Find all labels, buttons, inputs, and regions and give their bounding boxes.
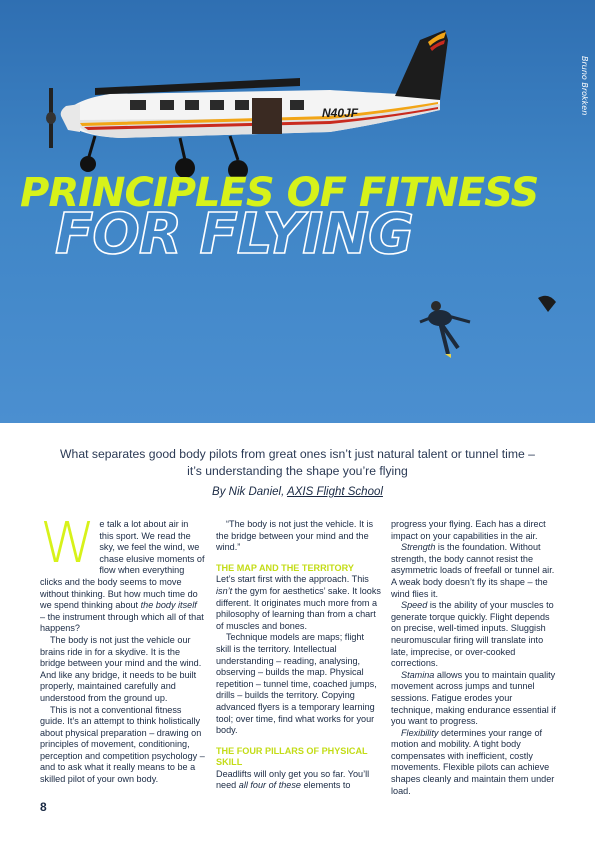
pillar-flexibility [391,728,556,798]
paragraph-6-start: Deadlifts will only get you so far. You’ll need [216,768,370,791]
photo-credit: Bruno Brokken [580,56,589,116]
page-number: 8 [40,800,47,814]
article-column-1 [40,511,205,786]
paragraph-2: The body is not just the vehicle our brains ride in for a skydive. It is the bridge between your mind and the wind. And like any bridge, it needs to be built properly, maintained carefully and understood from the ground up. [40,634,202,703]
subhead-four-pillars: THE FOUR PILLARS OF PHYSICAL SKILL [216,745,368,768]
standfirst: What separates good body pilots from great ones isn’t just natural talent or tunnel time – it’s understanding the shape you’re flying [60,447,535,478]
paragraph-6 [216,769,381,792]
pull-quote: “The body is not just the vehicle. It is the bridge between your mind and the wind.” [216,519,374,553]
paragraph-6-emphasis: all four of these [238,780,301,791]
speed-term: Speed [401,600,428,611]
pillar-strength [391,542,556,600]
paragraph-1-emphasis: the body itself [140,600,197,611]
tail-number: N40JF [322,106,359,120]
paragraph-4 [216,574,381,632]
pillar-stamina [391,670,556,728]
strength-text: is the foundation. Without strength, the body cannot resist the asymmetric loads of freefall or tunnel air. A weak body doesn’t fly its shape – the wind flies it. [391,542,555,599]
paragraph-3: This is not a conventional fitness guide. It’s an attempt to think holistically about physical preparation – drawing on principles of movement, conditioning, perception and competition psychology – and to ask what it really means to be a skilled pilot of your own body. [40,704,205,785]
byline-author: By Nik Daniel, [212,486,285,498]
paragraph-4-start: Let’s start first with the approach. This [216,574,369,585]
flexibility-text: determines your range of motion and mobility. A tight body compensates with inefficient, costly movements. Flexible pilots can achieve shapes cleanly and maintain them under load. [391,727,555,796]
paragraph-6-end: elements to [303,780,351,791]
paragraph-7: progress your flying. Each has a direct impact on your capabilities in the air. [391,519,546,541]
paragraph-5: Technique models are maps; flight skill is the territory. Intellectual understanding – reading, analysing, observing – builds the map. Physical repetition – tunnel time, coached jumps, drills – builds the territory. Copying advanced flyers is a temporary learning tool; over time, find what works for your body. [216,632,377,736]
title-line-2: FOR FLYING [55,202,413,267]
byline [0,486,595,498]
pillar-speed [391,600,556,670]
paragraph-1-end: – the instrument through which all of that happens? [40,611,204,634]
byline-organisation-link[interactable]: AXIS Flight School [287,486,383,498]
paragraph-4-emphasis: isn’t [216,585,233,596]
drop-cap: W [40,511,96,576]
article-column-3 [391,519,556,797]
speed-text: is the ability of your muscles to generate torque quickly. Flight depends on precise, well-timed inputs. Sluggish neuromuscular firing will translate into late, imprecise, or over-cooked corrections. [391,600,554,669]
article-column-2 [216,519,381,792]
flexibility-term: Flexibility [401,727,439,738]
paragraph-4-end: the gym for aesthetics’ sake. It looks different. It originates much more from a philosophy of learning than from a chart of muscles and bones. [216,585,381,631]
subhead-map-territory: THE MAP AND THE TERRITORY [216,562,354,573]
title-line-1: PRINCIPLES OF FITNESS [20,170,539,216]
paragraph-1-text: e talk a lot about air in this sport. We read the sky, we feel the wind, we chase elusive moments of flow when everything clicks and the body seems to move without thinking. But how much time do we spend thinking about [40,519,205,611]
stamina-text: allows you to maintain quality movement across jumps and tunnel sessions. Fatigue erodes your technique, making endurance essential if you want to progress. [391,669,556,727]
strength-term: Strength [401,542,436,553]
stamina-term: Stamina [401,669,435,680]
